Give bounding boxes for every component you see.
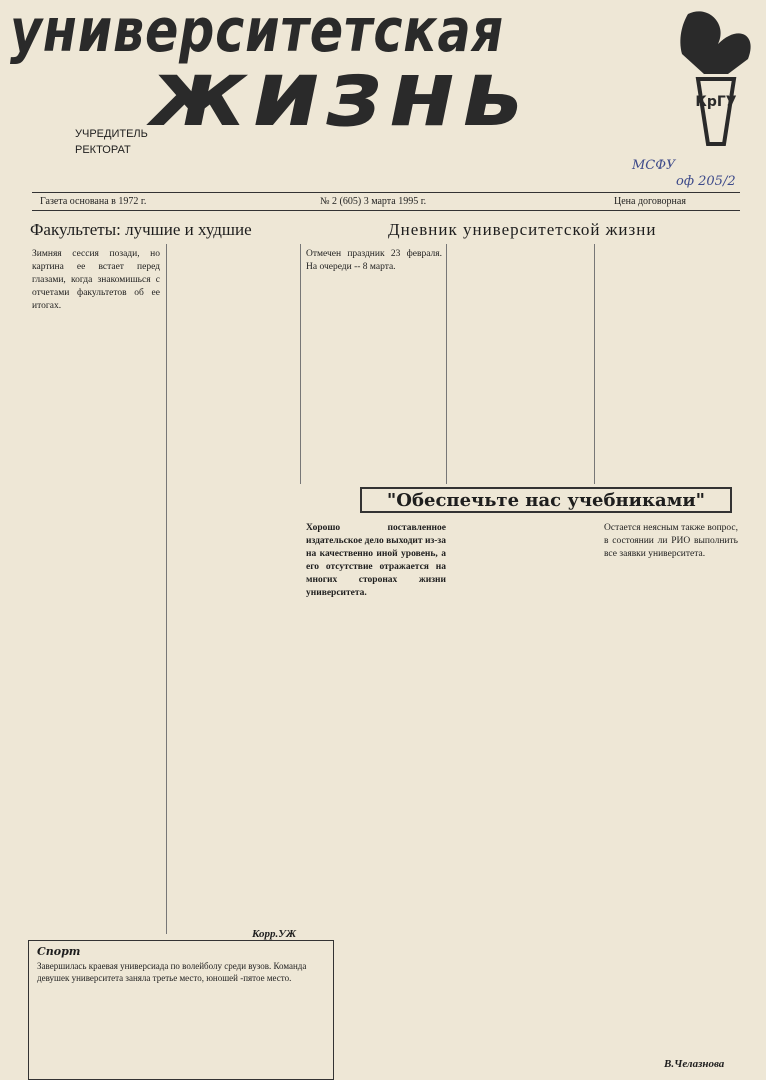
masthead-title-line2: жизнь <box>150 40 530 147</box>
handwritten-note-line1: МСФУ <box>632 158 676 173</box>
bottom-rule <box>32 210 740 211</box>
logo-text: КрГУ <box>695 94 737 110</box>
faculties-byline: Корр.УЖ <box>252 928 297 940</box>
founded-info: Газета основана в 1972 г. <box>40 196 147 207</box>
column-rule <box>594 244 595 484</box>
textbooks-lead: Хорошо поставленное издательское дело выходит из-за на качественно иной уровень, а его отсутствие отражается на многих сторонах жизни университета. <box>306 523 446 598</box>
price-info: Цена договорная <box>614 196 686 207</box>
sport-text: Завершилась краевая универсиада по волейболу среди вузов. Команда девушек университета заняла третье место, юношей -пятое место. <box>37 961 307 983</box>
issue-info: № 2 (605) 3 марта 1995 г. <box>320 196 427 207</box>
sport-box <box>28 940 334 1080</box>
masthead-title-line1: университетская <box>10 0 504 66</box>
top-rule <box>32 192 740 193</box>
diary-heading: Дневник университетской жизни <box>388 220 657 239</box>
faculties-lead: Зимняя сессия позади, но картина ее встает перед глазами, когда знакомишься с отчетами факультетов об ее итогах. <box>32 249 160 311</box>
sport-title: Спорт <box>37 945 81 958</box>
column-rule <box>300 244 301 484</box>
torch-logo-icon <box>668 4 764 154</box>
founder-name: РЕКТОРАТ <box>75 144 131 156</box>
textbooks-right-lead: Остается неясным также вопрос, в состоянии ли РИО выполнить все заявки университета. <box>604 523 738 559</box>
column-rule <box>446 244 447 484</box>
faculties-heading: Факультеты: лучшие и худшие <box>30 220 252 239</box>
founder-label: УЧРЕДИТЕЛЬ <box>75 128 148 140</box>
handwritten-note-line2: оф 205/2 <box>676 174 736 189</box>
column-rule <box>166 244 167 934</box>
textbooks-heading: "Обеспечьте нас учебниками" <box>360 487 732 513</box>
textbooks-byline: В.Челазнова <box>664 1058 725 1070</box>
diary-lead: Отмечен праздник 23 февраля. На очереди -- 8 марта. <box>306 249 442 272</box>
founder-block <box>75 126 148 158</box>
